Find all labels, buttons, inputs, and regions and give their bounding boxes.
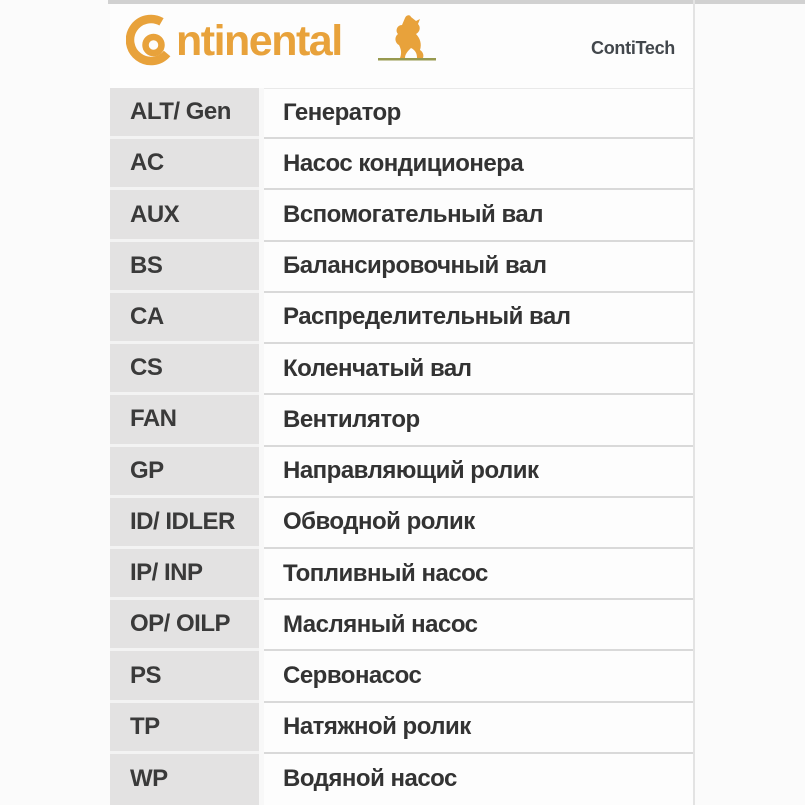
name-cell: Генератор bbox=[264, 88, 693, 139]
name-cell: Масляный насос bbox=[264, 600, 693, 651]
table-row bbox=[110, 549, 693, 600]
contitech-logo: ContiTech bbox=[591, 38, 675, 58]
name-cell: Водяной насос bbox=[264, 754, 693, 805]
abbr-cell: TP bbox=[110, 703, 259, 754]
abbreviation-table bbox=[110, 88, 693, 805]
abbr-cell: FAN bbox=[110, 395, 259, 446]
table-row bbox=[110, 651, 693, 702]
continental-logo bbox=[126, 12, 436, 70]
table-row bbox=[110, 703, 693, 754]
name-cell: Насос кондиционера bbox=[264, 139, 693, 190]
name-cell: Коленчатый вал bbox=[264, 344, 693, 395]
right-border-line bbox=[693, 0, 695, 805]
table-row bbox=[110, 293, 693, 344]
table-row bbox=[110, 139, 693, 190]
name-cell: Направляющий ролик bbox=[264, 447, 693, 498]
name-cell: Распределительный вал bbox=[264, 293, 693, 344]
logo-wordmark: ntinental bbox=[176, 17, 342, 65]
abbr-cell: ID/ IDLER bbox=[110, 498, 259, 549]
logo-o-ring bbox=[146, 37, 162, 53]
abbr-cell: WP bbox=[110, 754, 259, 805]
table-row bbox=[110, 190, 693, 241]
abbr-cell: AC bbox=[110, 139, 259, 190]
table-row bbox=[110, 600, 693, 651]
table-row bbox=[110, 88, 693, 139]
horse-ground-line bbox=[378, 58, 436, 61]
abbr-cell: PS bbox=[110, 651, 259, 702]
name-cell: Сервонасос bbox=[264, 651, 693, 702]
name-cell: Топливный насос bbox=[264, 549, 693, 600]
abbr-cell: CA bbox=[110, 293, 259, 344]
abbr-cell: BS bbox=[110, 242, 259, 293]
abbr-cell: IP/ INP bbox=[110, 549, 259, 600]
page-header bbox=[110, 4, 693, 88]
abbr-cell: CS bbox=[110, 344, 259, 395]
table-row bbox=[110, 242, 693, 293]
table-row bbox=[110, 498, 693, 549]
name-cell: Вспомогательный вал bbox=[264, 190, 693, 241]
table-row bbox=[110, 447, 693, 498]
abbr-cell: OP/ OILP bbox=[110, 600, 259, 651]
name-cell: Обводной ролик bbox=[264, 498, 693, 549]
name-cell: Балансировочный вал bbox=[264, 242, 693, 293]
horse-icon bbox=[378, 15, 436, 60]
table-row bbox=[110, 344, 693, 395]
abbr-cell: GP bbox=[110, 447, 259, 498]
abbr-cell: ALT/ Gen bbox=[110, 88, 259, 139]
name-cell: Натяжной ролик bbox=[264, 703, 693, 754]
name-cell: Вентилятор bbox=[264, 395, 693, 446]
table-row bbox=[110, 754, 693, 805]
abbr-cell: AUX bbox=[110, 190, 259, 241]
table-row bbox=[110, 395, 693, 446]
